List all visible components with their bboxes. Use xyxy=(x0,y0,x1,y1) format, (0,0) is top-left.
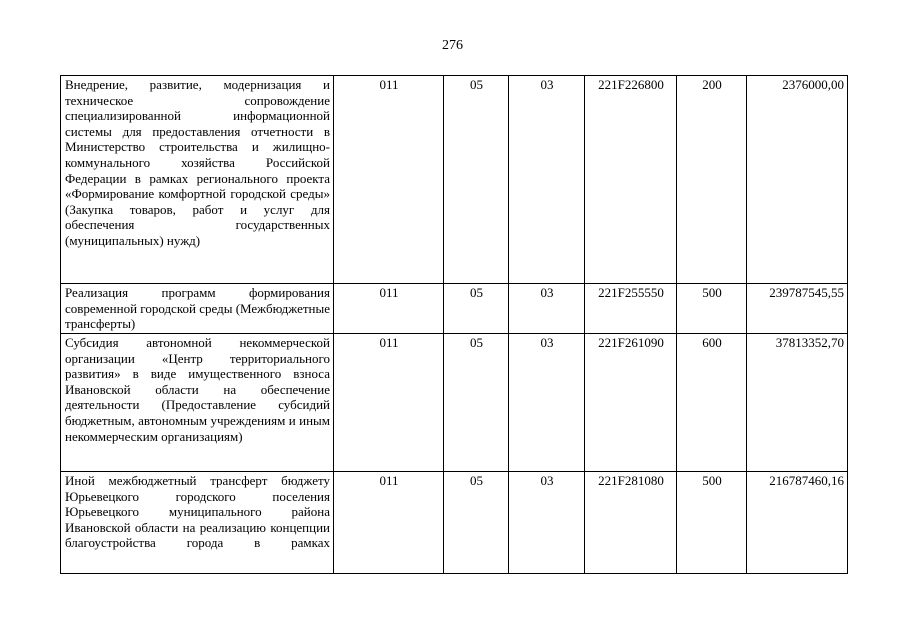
row-description: Иной межбюджетный трансферт бюджету Юрьевецкого городского поселения Юрьевецкого муниципального района Ивановской области на реализацию концепции благоустройства города в рамках xyxy=(61,472,334,574)
target-article-code: 221F255550 xyxy=(585,284,677,334)
expense-type-code: 200 xyxy=(677,76,747,284)
ministry-code: 011 xyxy=(334,76,444,284)
expense-type-code: 500 xyxy=(677,284,747,334)
table-row xyxy=(61,472,848,574)
row-description: Реализация программ формирования современной городской среды (Межбюджетные трансферты) xyxy=(61,284,334,334)
section-code: 05 xyxy=(444,334,509,472)
ministry-code: 011 xyxy=(334,334,444,472)
amount-value: 2376000,00 xyxy=(747,76,848,284)
row-description: Внедрение, развитие, модернизация и техническое сопровождение специализированной информационной системы для предоставления отчетности в Министерство строительства и жилищно-коммунального хозяйства Российской Федерации в рамках регионального проекта «Формирование комфортной городской среды» (Закупка товаров, работ и услуг для обеспечения государственных (муниципальных) нужд) xyxy=(61,76,334,284)
amount-value: 216787460,16 xyxy=(747,472,848,574)
table-row xyxy=(61,334,848,472)
target-article-code: 221F226800 xyxy=(585,76,677,284)
section-code: 05 xyxy=(444,284,509,334)
subsection-code: 03 xyxy=(509,334,585,472)
amount-value: 239787545,55 xyxy=(747,284,848,334)
table-row xyxy=(61,76,848,284)
target-article-code: 221F261090 xyxy=(585,334,677,472)
amount-value: 37813352,70 xyxy=(747,334,848,472)
table-row xyxy=(61,284,848,334)
expense-type-code: 600 xyxy=(677,334,747,472)
section-code: 05 xyxy=(444,76,509,284)
subsection-code: 03 xyxy=(509,472,585,574)
ministry-code: 011 xyxy=(334,284,444,334)
target-article-code: 221F281080 xyxy=(585,472,677,574)
expense-type-code: 500 xyxy=(677,472,747,574)
row-description: Субсидия автономной некоммерческой организации «Центр территориального развития» в виде имущественного взноса Ивановской области на обеспечение деятельности (Предоставление субсидий бюджетным, автономным учреждениям и иным некоммерческим организациям) xyxy=(61,334,334,472)
page-number: 276 xyxy=(442,38,463,53)
subsection-code: 03 xyxy=(509,76,585,284)
subsection-code: 03 xyxy=(509,284,585,334)
budget-table xyxy=(60,75,848,574)
ministry-code: 011 xyxy=(334,472,444,574)
section-code: 05 xyxy=(444,472,509,574)
